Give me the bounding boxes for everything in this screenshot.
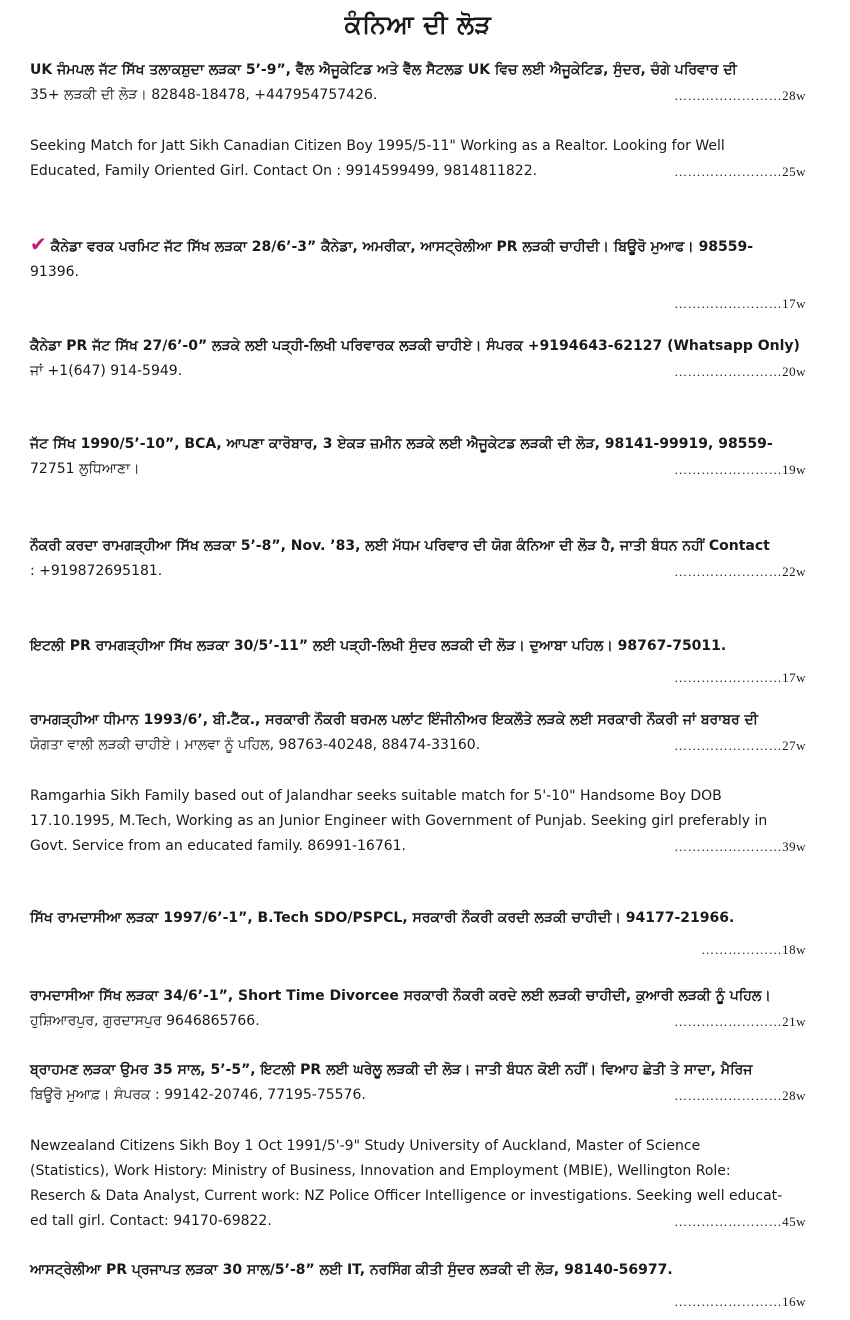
section-title: ਕੰਨਿਆ ਦੀ ਲੋੜ bbox=[344, 10, 492, 39]
ad-text: 72751 ਲੁਧਿਆਣਾ। bbox=[30, 461, 140, 477]
ad-code: ……………………39w bbox=[674, 839, 806, 854]
ad-8 bbox=[30, 708, 806, 758]
ad-4 bbox=[30, 334, 806, 384]
ad-10 bbox=[30, 906, 806, 962]
ad-text: (Statistics), Work History: Ministry of Business, Innovation and Employment (MBIE), Wellington Role: bbox=[30, 1163, 731, 1179]
ad-text: ਹੁਸ਼ਿਆਰਪੁਰ, ਗੁਰਦਾਸਪੁਰ 9646865766. bbox=[30, 1013, 260, 1029]
ad-code: ……………………19w bbox=[674, 462, 806, 477]
ad-6 bbox=[30, 534, 806, 584]
ad-11 bbox=[30, 984, 806, 1034]
ad-5 bbox=[30, 432, 806, 482]
ad-code: ……………………20w bbox=[674, 364, 806, 379]
ad-text: Reserch & Data Analyst, Current work: NZ Police Officer Intelligence or investigations. Seeking well educat- bbox=[30, 1188, 783, 1204]
ad-text: ਕੈਨੇਡਾ ਵਰਕ ਪਰਮਿਟ ਜੱਟ ਸਿੱਖ ਲੜਕਾ 28/6’-3” ਕੈਨੇਡਾ, ਅਮਰੀਕਾ, ਆਸਟ੍ਰੇਲੀਆ PR ਲੜਕੀ ਚਾਹੀਦੀ। ਬਿਊਰੋ ਮੁਆਫ। 98559- bbox=[50, 239, 754, 255]
ad-13 bbox=[30, 1134, 806, 1234]
ad-12 bbox=[30, 1058, 806, 1108]
ad-code: ……………………16w bbox=[674, 1294, 806, 1309]
ad-text: Seeking Match for Jatt Sikh Canadian Citizen Boy 1995/5-11" Working as a Realtor. Looking for Well bbox=[30, 138, 725, 154]
ad-2 bbox=[30, 134, 806, 184]
ad-text: ਯੋਗਤਾ ਵਾਲੀ ਲੜਕੀ ਚਾਹੀਏ। ਮਾਲਵਾ ਨੂੰ ਪਹਿਲ, 98763-40248, 88474-33160. bbox=[30, 737, 481, 753]
classifieds-page bbox=[30, 0, 806, 1309]
ad-code: ……………………28w bbox=[674, 1088, 806, 1103]
ad-text: ਜੱਟ ਸਿੱਖ 1990/5’-10”, BCA, ਆਪਣਾ ਕਾਰੋਬਾਰ, 3 ਏਕੜ ਜ਼ਮੀਨ ਲੜਕੇ ਲਈ ਐਜੂਕੇਟਡ ਲੜਕੀ ਦੀ ਲੋੜ, 98141-99919, 98559- bbox=[30, 436, 773, 452]
ad-text: ਆਸਟ੍ਰੇਲੀਆ PR ਪ੍ਰਜਾਪਤ ਲੜਕਾ 30 ਸਾਲ/5’-8” ਲਈ IT, ਨਰਸਿੰਗ ਕੀਤੀ ਸੁੰਦਰ ਲੜਕੀ ਦੀ ਲੋੜ, 98140-56977. bbox=[30, 1262, 673, 1278]
ad-text: Educated, Family Oriented Girl. Contact On : 9914599499, 9814811822. bbox=[30, 163, 538, 179]
ad-text: ਬਿਊਰੋ ਮੁਆਫ਼। ਸੰਪਰਕ : 99142-20746, 77195-75576. bbox=[30, 1087, 366, 1103]
ad-text: Newzealand Citizens Sikh Boy 1 Oct 1991/5'-9" Study University of Auckland, Master of Science bbox=[30, 1138, 701, 1154]
ad-7 bbox=[30, 634, 806, 690]
ad-text: ਰਾਮਗੜ੍ਹੀਆ ਧੀਮਾਨ 1993/6’, ਬੀ.ਟੈੱਕ., ਸਰਕਾਰੀ ਨੌਕਰੀ ਥਰਮਲ ਪਲਾਂਟ ਇੰਜੀਨੀਅਰ ਇਕਲੌਤੇ ਲੜਕੇ ਲਈ ਸਰਕਾਰੀ ਨੌਕਰੀ ਜਾਂ ਬਰਾਬਰ ਦੀ bbox=[30, 712, 759, 728]
ad-9 bbox=[30, 784, 806, 859]
ad-text: ਰਾਮਦਾਸੀਆ ਸਿੱਖ ਲੜਕਾ 34/6’-1”, Short Time Divorcee ਸਰਕਾਰੀ ਨੌਕਰੀ ਕਰਦੇ ਲਈ ਲੜਕੀ ਚਾਹੀਦੀ, ਕੁਆਰੀ ਲੜਕੀ ਨੂੰ ਪਹਿਲ। bbox=[30, 988, 771, 1004]
ad-code: ……………………28w bbox=[674, 88, 806, 103]
ad-text: ਜਾਂ +1(647) 914-5949. bbox=[30, 363, 183, 379]
ad-code: ……………………25w bbox=[674, 164, 806, 179]
ad-3 bbox=[30, 232, 806, 316]
ad-text: ed tall girl. Contact: 94170-69822. bbox=[30, 1213, 272, 1229]
ad-text: Ramgarhia Sikh Family based out of Jalandhar seeks suitable match for 5'-10" Handsome Boy DOB bbox=[30, 788, 722, 804]
ad-code: ……………………45w bbox=[674, 1214, 806, 1229]
ad-code: ……………………17w bbox=[674, 296, 806, 311]
ad-code: ……………………21w bbox=[674, 1014, 806, 1029]
ad-code: ………………18w bbox=[701, 942, 806, 957]
ad-text: ਨੌਕਰੀ ਕਰਦਾ ਰਾਮਗੜ੍ਹੀਆ ਸਿੱਖ ਲੜਕਾ 5’-8”, Nov. ’83, ਲਈ ਮੱਧਮ ਪਰਿਵਾਰ ਦੀ ਯੋਗ ਕੰਨਿਆ ਦੀ ਲੋੜ ਹੈ, ਜਾਤੀ ਬੰਧਨ ਨਹੀਂ Contact bbox=[30, 538, 770, 554]
checkmark-icon: ✔ bbox=[30, 232, 47, 256]
ad-text: ਕੈਨੇਡਾ PR ਜੱਟ ਸਿੱਖ 27/6’-0” ਲੜਕੇ ਲਈ ਪੜ੍ਹੀ-ਲਿਖੀ ਪਰਿਵਾਰਕ ਲੜਕੀ ਚਾਹੀਏ। ਸੰਪਰਕ +9194643-62127 (Whatsapp Only) bbox=[30, 338, 800, 354]
ad-code: ……………………17w bbox=[674, 670, 806, 685]
ad-text: ਇਟਲੀ PR ਰਾਮਗੜ੍ਹੀਆ ਸਿੱਖ ਲੜਕਾ 30/5’-11” ਲਈ ਪੜ੍ਹੀ-ਲਿਖੀ ਸੁੰਦਰ ਲੜਕੀ ਦੀ ਲੋੜ। ਦੁਆਬਾ ਪਹਿਲ। 98767-75011. bbox=[30, 638, 727, 654]
ad-code: ……………………27w bbox=[674, 738, 806, 753]
ad-text: 35+ ਲੜਕੀ ਦੀ ਲੋੜ। 82848-18478, +447954757426. bbox=[30, 87, 378, 103]
ad-text: ਸਿੱਖ ਰਾਮਦਾਸੀਆ ਲੜਕਾ 1997/6’-1”, B.Tech SDO/PSPCL, ਸਰਕਾਰੀ ਨੌਕਰੀ ਕਰਦੀ ਲੜਕੀ ਚਾਹੀਦੀ। 94177-21966. bbox=[30, 910, 735, 926]
ad-14 bbox=[30, 1258, 806, 1314]
ad-text: : +919872695181. bbox=[30, 563, 163, 579]
ad-text: 17.10.1995, M.Tech, Working as an Junior Engineer with Government of Punjab. Seeking girl preferably in bbox=[30, 813, 768, 829]
ad-1 bbox=[30, 58, 806, 108]
ad-text: ਬ੍ਰਾਹਮਣ ਲੜਕਾ ਉਮਰ 35 ਸਾਲ, 5’-5”, ਇਟਲੀ PR ਲਈ ਘਰੇਲੂ ਲੜਕੀ ਦੀ ਲੋੜ। ਜਾਤੀ ਬੰਧਨ ਕੋਈ ਨਹੀਂ। ਵਿਆਹ ਛੇਤੀ ਤੇ ਸਾਦਾ, ਮੈਰਿਜ bbox=[30, 1062, 753, 1078]
ad-code: ……………………22w bbox=[674, 564, 806, 579]
ad-text: Govt. Service from an educated family. 86991-16761. bbox=[30, 838, 406, 854]
ad-text: UK ਜੰਮਪਲ ਜੱਟ ਸਿੱਖ ਤਲਾਕਸ਼ੁਦਾ ਲੜਕਾ 5’-9”, ਵੈੱਲ ਐਜੂਕੇਟਿਡ ਅਤੇ ਵੈੱਲ ਸੈਟਲਡ UK ਵਿਚ ਲਈ ਐਜੂਕੇਟਿਡ, ਸੁੰਦਰ, ਚੰਗੇ ਪਰਿਵਾਰ ਦੀ bbox=[30, 62, 737, 78]
ad-text: 91396. bbox=[30, 264, 79, 280]
